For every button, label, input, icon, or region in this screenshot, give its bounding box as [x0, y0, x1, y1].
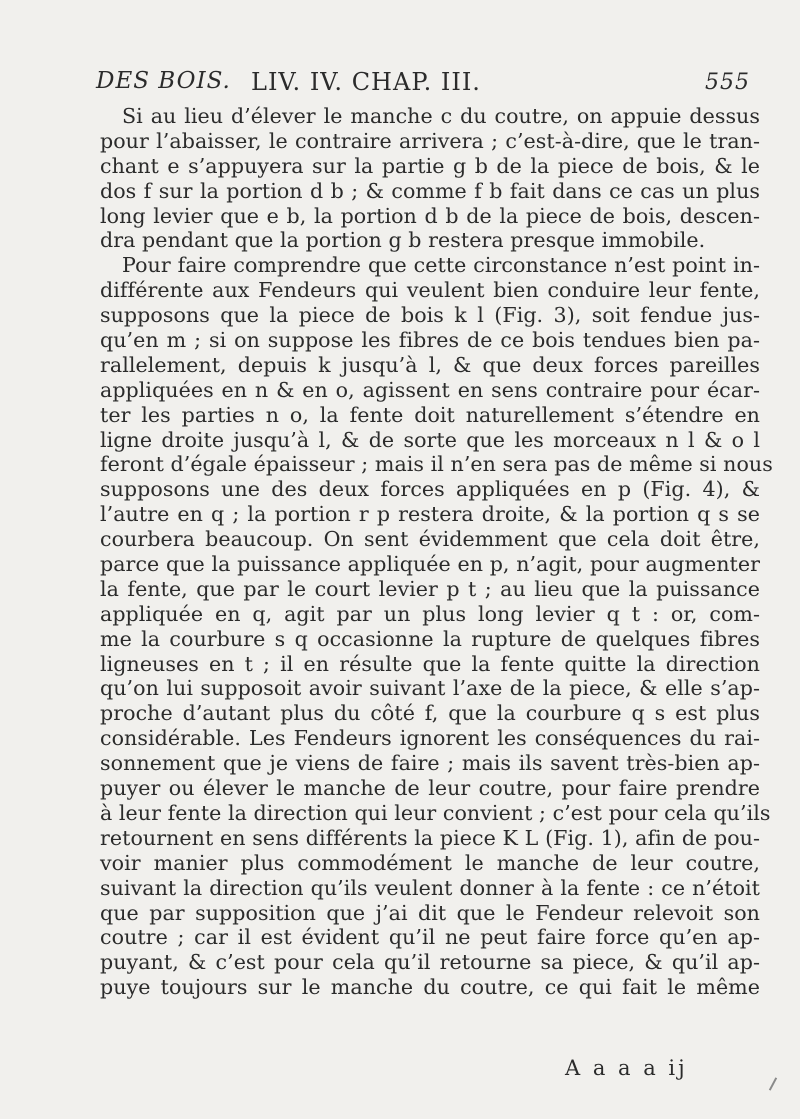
text-line: supposons une des deux forces appliquées en p (Fig. 4), &: [100, 477, 760, 502]
text-line: me la courbure s q occasionne la rupture de quelques fibres: [100, 626, 760, 651]
text-line: dra pendant que la portion g b restera presque immobile.: [100, 228, 706, 253]
text-line: sonnement que je viens de faire ; mais ils savent très-bien ap-: [100, 751, 760, 776]
text-line: que par supposition que j’ai dit que le Fendeur relevoit son: [100, 900, 760, 925]
text-line: courbera beaucoup. On sent évidemment que cela doit être,: [100, 527, 760, 552]
text-line: proche d’autant plus du côté f, que la courbure q s est plus: [100, 701, 760, 726]
text-line: appliquée en q, agit par un plus long levier q t : or, com-: [100, 601, 760, 626]
text-line: ter les parties n o, la fente doit naturellement s’étendre en: [100, 402, 760, 427]
running-head-title: DES BOIS.: [96, 68, 231, 94]
text-line: voir manier plus commodément le manche de leur coutre,: [100, 850, 760, 875]
text-line: rallelement, depuis k jusqu’à l, & que deux forces pareilles: [100, 352, 760, 377]
text-line: puyer ou élever le manche de leur coutre, pour faire prendre: [100, 776, 760, 801]
text-line: la fente, que par le court levier p t ; au lieu que la puissance: [100, 576, 760, 601]
text-line: considérable. Les Fendeurs ignorent les conséquences du rai-: [100, 726, 760, 751]
running-head: [96, 62, 750, 102]
text-line: puye toujours sur le manche du coutre, ce qui fait le même: [100, 975, 760, 1000]
text-line: chant e s’appuyera sur la partie g b de la piece de bois, & le: [100, 153, 760, 178]
text-line: feront d’égale épaisseur ; mais il n’en sera pas de même si nous: [100, 452, 773, 477]
text-line: différente aux Fendeurs qui veulent bien conduire leur fente,: [100, 278, 760, 303]
text-line: qu’en m ; si on suppose les fibres de ce bois tendues bien pa-: [100, 328, 760, 353]
text-line: à leur fente la direction qui leur convient ; c’est pour cela qu’ils: [100, 800, 771, 825]
text-line: puyant, & c’est pour cela qu’il retourne sa piece, & qu’il ap-: [100, 950, 760, 975]
text-line: retournent en sens différents la piece K L (Fig. 1), afin de pou-: [100, 825, 760, 850]
text-line: supposons que la piece de bois k l (Fig. 3), soit fendue jus-: [100, 303, 760, 328]
stray-pen-mark: [769, 1077, 777, 1090]
text-line: ligneuses en t ; il en résulte que la fente quitte la direction: [100, 651, 760, 676]
text-line: l’autre en q ; la portion r p restera droite, & la portion q s se: [100, 502, 760, 527]
text-line: qu’on lui supposoit avoir suivant l’axe de la piece, & elle s’ap-: [100, 676, 760, 701]
text-line: Pour faire comprendre que cette circonstance n’est point in-: [122, 253, 760, 278]
text-line: parce que la puissance appliquée en p, n’agit, pour augmenter: [100, 552, 760, 577]
text-line: appliquées en n & en o, agissent en sens contraire pour écar-: [100, 377, 760, 402]
page-number: 555: [705, 70, 750, 95]
text-line: pour l’abaisser, le contraire arrivera ; c’est-à-dire, que le tran-: [100, 128, 760, 153]
text-line: Si au lieu d’élever le manche c du coutre, on appuie dessus: [122, 104, 760, 128]
text-line: long levier que e b, la portion d b de la piece de bois, descen-: [100, 203, 760, 228]
running-head-chapter: LIV. IV. CHAP. III.: [251, 68, 481, 96]
text-line: suivant la direction qu’ils veulent donner à la fente : ce n’étoit: [100, 875, 760, 900]
text-line: ligne droite jusqu’à l, & de sorte que les morceaux n l & o l: [100, 427, 760, 452]
body-text: [100, 104, 773, 1000]
text-line: dos f sur la portion d b ; & comme f b fait dans ce cas un plus: [100, 178, 760, 203]
text-line: coutre ; car il est évident qu’il ne peut faire force qu’en ap-: [100, 925, 760, 950]
signature-mark: A a a a ij: [565, 1056, 688, 1080]
